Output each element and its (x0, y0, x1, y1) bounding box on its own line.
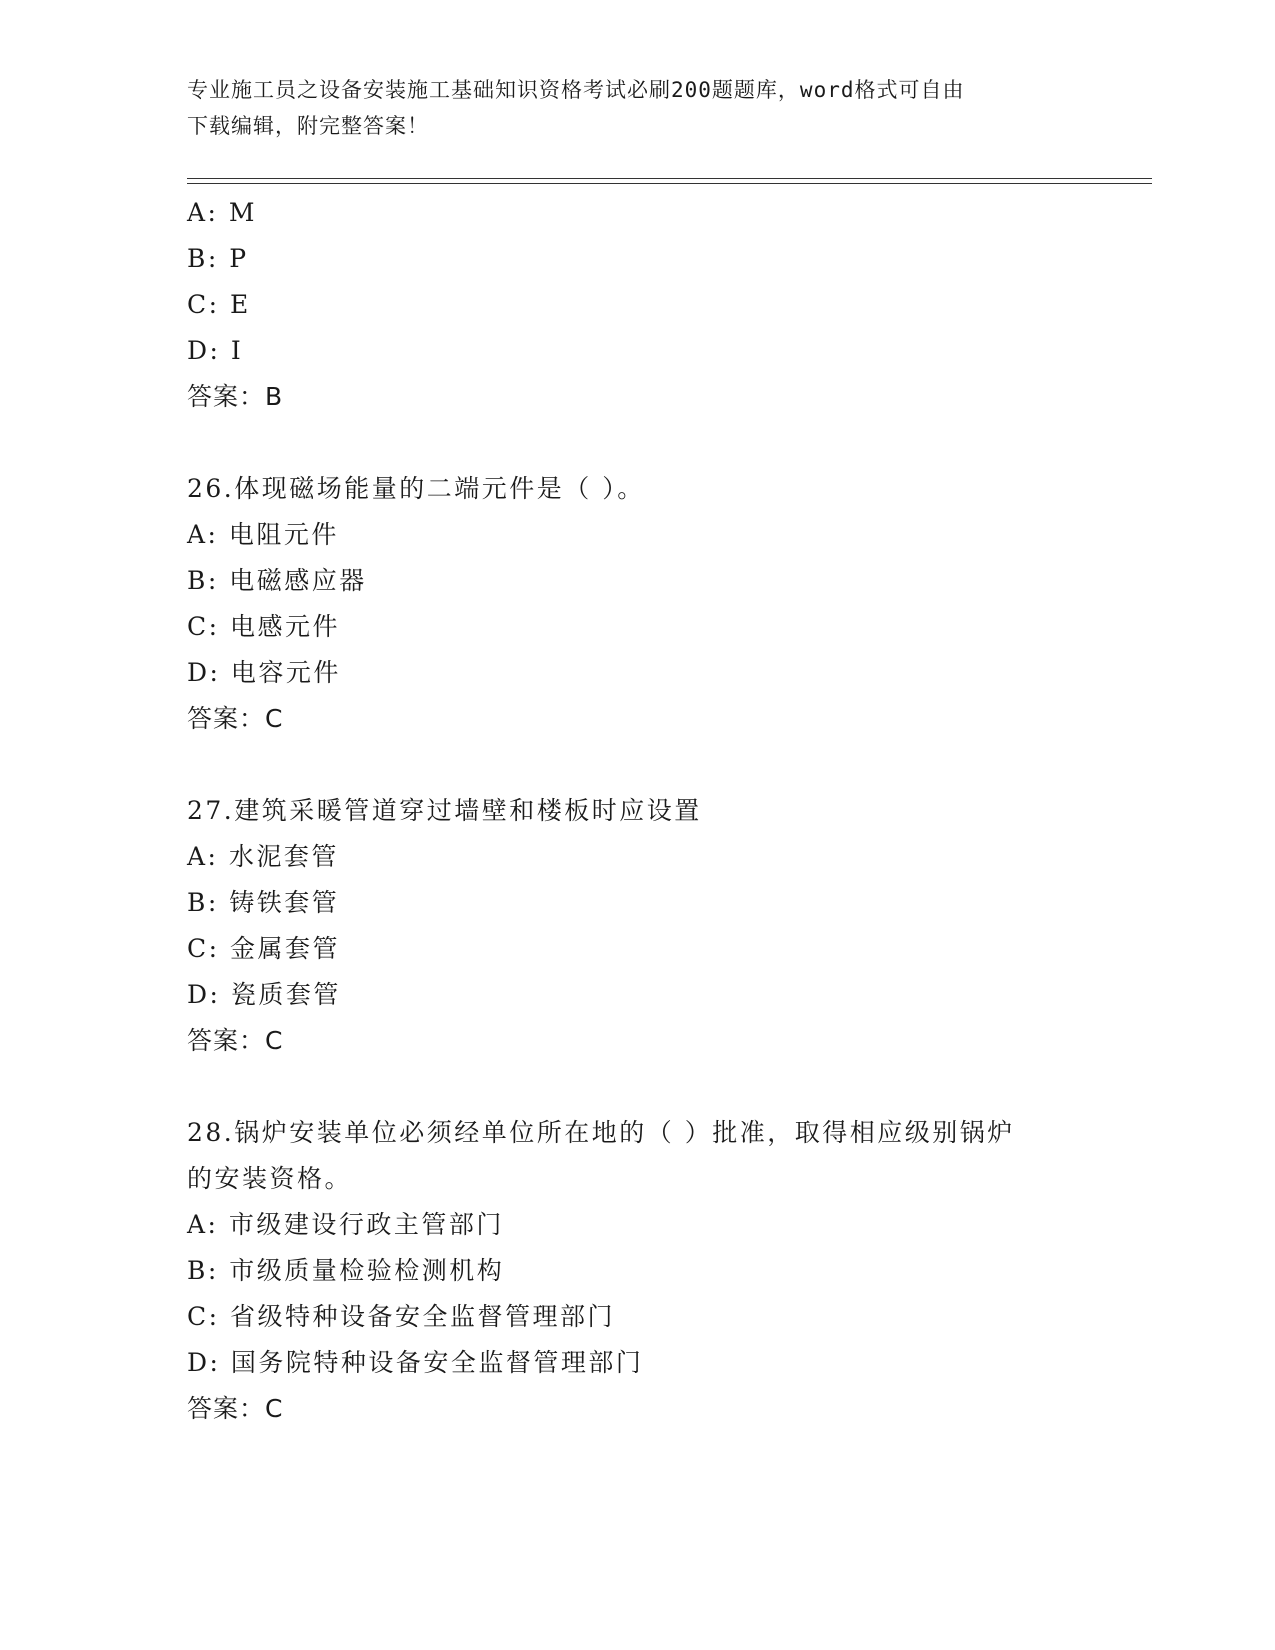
header-line-1: 专业施工员之设备安装施工基础知识资格考试必刷200题题库，word格式可自由 (187, 78, 965, 102)
answer-line: 答案：C (187, 704, 284, 733)
question-stem: 26.体现磁场能量的二端元件是（ ）。 (187, 474, 645, 503)
header-divider-top (187, 178, 1152, 179)
option-b: B: P (187, 244, 249, 273)
option-c: C: E (187, 290, 251, 319)
option-b: B: 铸铁套管 (187, 888, 340, 917)
question-block-27 (187, 788, 1087, 1064)
option-d: D: I (187, 336, 244, 365)
option-c: C: 电感元件 (187, 612, 340, 641)
question-block-28 (187, 1110, 1087, 1432)
question-stem: 27.建筑采暖管道穿过墙壁和楼板时应设置 (187, 796, 702, 825)
option-d: D: 国务院特种设备安全监督管理部门 (187, 1348, 644, 1377)
option-a: A: 市级建设行政主管部门 (187, 1210, 504, 1239)
option-d: D: 瓷质套管 (187, 980, 341, 1009)
document-header (187, 72, 1067, 144)
option-c: C: 省级特种设备安全监督管理部门 (187, 1302, 615, 1331)
header-divider-bottom (187, 183, 1152, 184)
answer-line: 答案：C (187, 1026, 284, 1055)
header-line-2: 下载编辑，附完整答案！ (187, 114, 429, 138)
question-block-partial (187, 190, 1087, 420)
option-b: B: 市级质量检验检测机构 (187, 1256, 505, 1285)
answer-line: 答案：C (187, 1394, 284, 1423)
option-a: A: 电阻元件 (187, 520, 339, 549)
option-c: C: 金属套管 (187, 934, 340, 963)
option-b: B: 电磁感应器 (187, 566, 367, 595)
option-a: A: 水泥套管 (187, 842, 339, 871)
question-stem-line-1: 28.锅炉安装单位必须经单位所在地的（ ）批准，取得相应级别锅炉 (187, 1118, 1015, 1147)
option-d: D: 电容元件 (187, 658, 341, 687)
question-block-26 (187, 466, 1087, 742)
option-a: A: M (187, 198, 258, 227)
question-stem-line-2: 的安装资格。 (187, 1164, 353, 1193)
question-list (187, 190, 1087, 1432)
answer-line: 答案：B (187, 382, 284, 411)
